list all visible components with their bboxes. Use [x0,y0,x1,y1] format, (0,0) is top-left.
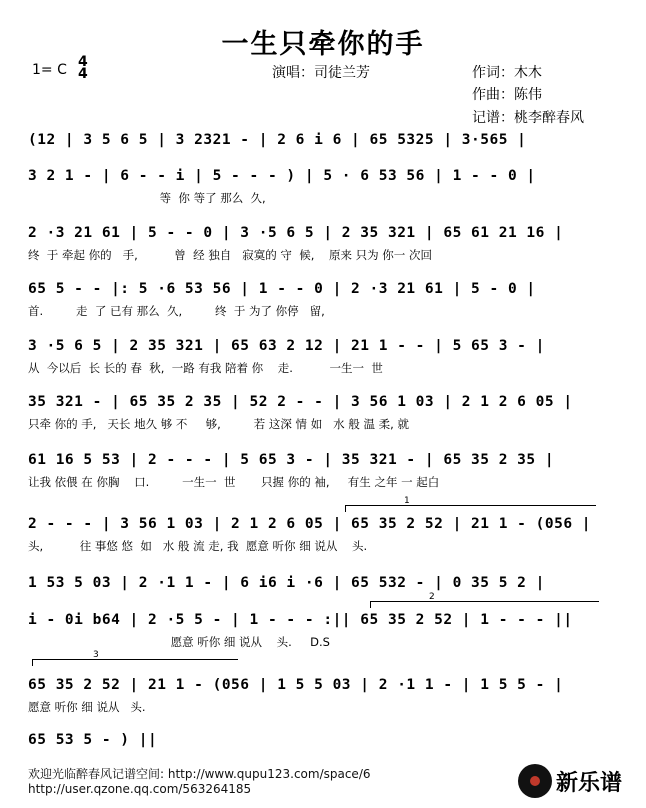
composer-credit: 作曲：陈伟 [472,87,542,103]
notes-line: 35 321 - | 65 35 2 35 | 52 2 - - | 3 56 1 03 | 2 1 2 6 05 | [28,394,573,410]
notes-line: 3 ·5 6 5 | 2 35 321 | 65 63 2 12 | 21 1 - - | 5 65 3 - | [28,338,545,354]
lyrics-line: 只牵 你的 手, 天长 地久 够 不 够, 若 这深 情 如 水 般 温 柔, 就 [28,417,409,431]
score-row [28,168,624,214]
volta-bracket-3 [32,650,238,666]
singer-credit: 演唱：司徒兰芳 [272,65,370,81]
notes-line: 65 53 5 - ) || [28,732,158,748]
notes-line: 65 5 - - |: 5 ·6 53 56 | 1 - - 0 | 2 ·3 21 61 | 5 - 0 | [28,281,536,297]
notes-line: 1 53 5 03 | 2 ·1 1 - | 6 i6 i ·6 | 65 532 - | 0 35 5 2 | [28,575,545,591]
key-signature: 1= C [32,62,67,78]
lyrics-line: 从 今以后 长 长的 春 秋, 一路 有我 陪着 你 走. 一生一 世 [28,361,383,375]
transcriber-credit: 记谱：桃李醉春风 [472,110,584,126]
score-row [28,677,624,723]
score-row [28,516,624,562]
footer-qzone-link[interactable]: http://user.qzone.qq.com/563264185 [28,782,252,796]
logo-text: 新乐谱 [556,771,623,796]
music-disc-icon [518,764,552,798]
score-row [28,394,624,440]
lyrics-line: 等 你 等了 那么 久, [28,191,266,205]
notes-line: 65 35 2 52 | 21 1 - (056 | 1 5 5 03 | 2 ·1 1 - | 1 5 5 - | [28,677,564,693]
time-signature-top: 4 [78,54,88,70]
song-title: 一生只牵你的手 [221,29,425,60]
lyrics-line: 首. 走 了 已有 那么 久, 终 于 为了 你停 留, [28,304,325,318]
notes-line: 2 ·3 21 61 | 5 - - 0 | 3 ·5 6 5 | 2 35 321 | 65 61 21 16 | [28,225,564,241]
volta-bracket-2 [370,592,599,608]
score-row [28,338,624,384]
lyrics-line: 愿意 听你 细 说从 头. [28,700,146,714]
notes-line: 2 - - - | 3 56 1 03 | 2 1 2 6 05 | 65 35 2 52 | 21 1 - (056 | [28,516,592,532]
score-row [28,281,624,327]
notes-line: 3 2 1 - | 6 - - i | 5 - - - ) | 5 · 6 53 56 | 1 - - 0 | [28,168,536,184]
notes-line: (12 | 3 5 6 5 | 3 2321 - | 2 6 i 6 | 65 5325 | 3·565 | [28,132,527,148]
volta-number: 3 [93,650,99,660]
score-row [28,225,624,271]
footer-space-link[interactable]: 欢迎光临醉春风记谱空间: http://www.qupu123.com/space/6 [28,767,371,781]
lyricist-credit: 作词：木木 [472,65,542,81]
lyrics-line: 让我 依偎 在 你胸 口. 一生一 世 只握 你的 袖, 有生 之年 一 起白 [28,475,440,489]
score-row [28,612,624,658]
site-logo [518,762,628,800]
time-signature [78,56,88,80]
notes-line: i - 0i b64 | 2 ·5 5 - | 1 - - - :|| 65 35 2 52 | 1 - - - || [28,612,573,628]
volta-number: 1 [404,496,410,506]
score-row [28,452,624,498]
lyrics-line: 头, 往 事悠 悠 如 水 般 流 走, 我 愿意 听你 细 说从 头. [28,539,368,553]
volta-bracket-1 [345,496,596,512]
lyrics-line: 终 于 牵起 你的 手, 曾 经 独自 寂寞的 守 候, 原来 只为 你一 次回 [28,248,432,262]
lyrics-line: 愿意 听你 细 说从 头. D.S [28,635,330,649]
notes-line: 61 16 5 53 | 2 - - - | 5 65 3 - | 35 321 - | 65 35 2 35 | [28,452,555,468]
volta-number: 2 [429,592,435,602]
time-signature-bottom: 4 [78,66,88,82]
